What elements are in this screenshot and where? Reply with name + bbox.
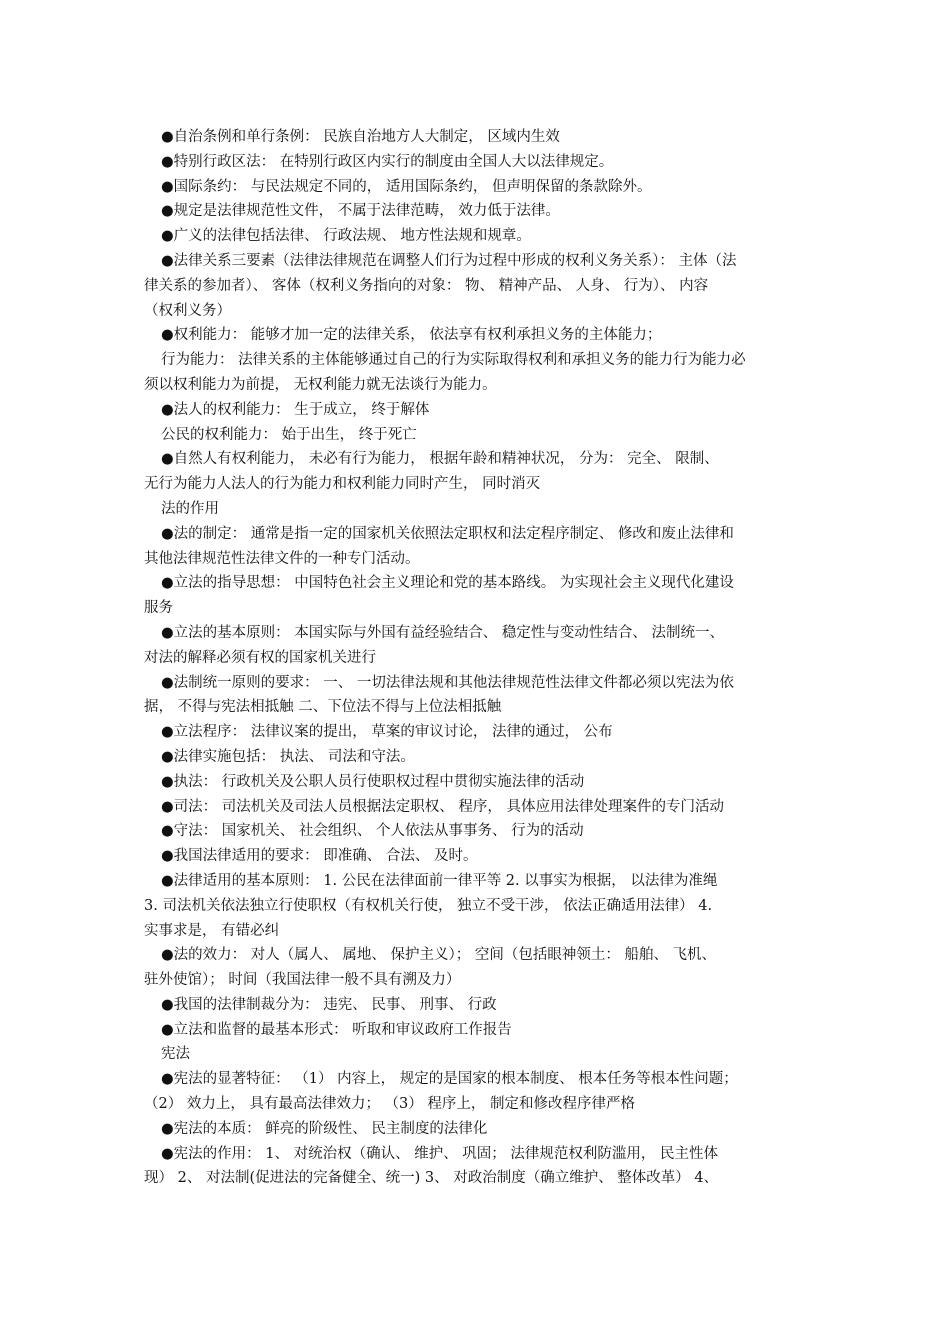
text-line: ●宪法的作用： 1、 对统治权（确认、 维护、 巩固； 法律规范权利防滥用， 民主性体	[161, 1145, 719, 1162]
text-line: ●法律适用的基本原则： 1. 公民在法律面前一律平等 2. 以事实为根据， 以法律为准绳	[161, 872, 718, 889]
text-line: 公民的权利能力： 始于出生， 终于死亡	[161, 426, 417, 443]
text-line: 宪法	[161, 1046, 190, 1063]
text-line: ●我国的法律制裁分为： 违宪、 民事、 刑事、 行政	[161, 996, 497, 1013]
text-line: ●广义的法律包括法律、 行政法规、 地方性法规和规章。	[161, 228, 531, 245]
text-line: ●权利能力： 能够才加一定的法律关系， 依法享有权利承担义务的主体能力；	[161, 327, 662, 344]
text-line: ●法制统一原则的要求： 一、 一切法律法规和其他法律规范性法律文件都必须以宪法为依	[161, 674, 734, 691]
text-line: ●自然人有权利能力， 未必有行为能力， 根据年龄和精神状况， 分为： 完全、 限制、	[161, 451, 719, 468]
text-line: 3. 司法机关依法独立行使职权（有权机关行使， 独立不受干涉， 依法正确适用法律） 4.	[144, 897, 713, 914]
text-line: ●法律关系三要素（法律法律规范在调整人们行为过程中形成的权利义务关系）： 主体（法	[161, 252, 737, 269]
text-line: ●立法的基本原则： 本国实际与外国有益经验结合、 稳定性与变动性结合、 法制统一、	[161, 624, 724, 641]
text-line: ●法的制定： 通常是指一定的国家机关依照法定职权和法定程序制定、 修改和废止法律和	[161, 525, 734, 542]
text-line: 律关系的参加者）、 客体（权利义务指向的对象： 物、 精神产品、 人身、 行为）、 内容	[144, 277, 709, 294]
text-line: （权利义务）	[144, 302, 231, 319]
text-line: 据， 不得与宪法相抵触 二、下位法不得与上位法相抵触	[144, 699, 502, 716]
text-line: ●法人的权利能力： 生于成立， 终于解体	[161, 401, 430, 418]
text-line: ●宪法的本质： 鲜亮的阶级性、 民主制度的法律化	[161, 1120, 488, 1137]
text-line: ●司法： 司法机关及司法人员根据法定职权、 程序， 具体应用法律处理案件的专门活动	[161, 798, 724, 815]
text-line: 实事求是， 有错必纠	[144, 922, 280, 939]
text-line: ●我国法律适用的要求： 即准确、 合法、 及时。	[161, 848, 478, 865]
text-line: 对法的解释必须有权的国家机关进行	[144, 649, 376, 666]
text-line: 服务	[144, 600, 173, 617]
text-line: ●立法和监督的最基本形式： 听取和审议政府工作报告	[161, 1021, 512, 1038]
text-line: ●国际条约： 与民法规定不同的， 适用国际条约， 但声明保留的条款除外。	[161, 178, 652, 195]
text-line: 行为能力： 法律关系的主体能够通过自己的行为实际取得权利和承担义务的能力行为能力必	[161, 352, 746, 369]
text-line: ●立法的指导思想： 中国特色社会主义理论和党的基本路线。 为实现社会主义现代化建设	[161, 575, 734, 592]
text-line: 现） 2、 对法制(促进法的完备健全、统一) 3、 对政治制度（确立维护、 整体改革） 4、	[144, 1170, 719, 1187]
text-line: 须以权利能力为前提， 无权利能力就无法谈行为能力。	[144, 376, 497, 393]
text-line: ●宪法的显著特征： （1） 内容上， 规定的是国家的根本制度、 根本任务等根本性问题；	[161, 1071, 738, 1088]
text-line: 法的作用	[161, 500, 219, 517]
text-line: ●法的效力： 对人（属人、 属地、 保护主义）； 空间（包括眼神领土： 船舶、 飞机、	[161, 947, 717, 964]
text-line: ●自治条例和单行条例： 民族自治地方人大制定， 区域内生效	[161, 129, 560, 145]
text-line: ●规定是法律规范性文件， 不属于法律范畴， 效力低于法律。	[161, 203, 560, 220]
text-line: ●守法： 国家机关、 社会组织、 个人依法从事事务、 行为的活动	[161, 823, 584, 840]
text-line: 无行为能力人法人的行为能力和权利能力同时产生， 同时消灭	[144, 476, 541, 493]
text-line: 驻外使馆）； 时间（我国法律一般不具有溯及力）	[144, 972, 461, 989]
text-line: 其他法律规范性法律文件的一种专门活动。	[144, 550, 420, 567]
document-page	[144, 125, 810, 1191]
text-line: （2） 效力上， 具有最高法律效力； （3） 程序上， 制定和修改程序律严格	[144, 1096, 635, 1113]
text-line: ●立法程序： 法律议案的提出， 草案的审议讨论， 法律的通过， 公布	[161, 724, 613, 741]
text-line: ●法律实施包括： 执法、 司法和守法。	[161, 748, 415, 765]
text-line: ●特别行政区法： 在特别行政区内实行的制度由全国人大以法律规定。	[161, 153, 614, 170]
text-line: ●执法： 行政机关及公职人员行使职权过程中贯彻实施法律的活动	[161, 773, 585, 790]
